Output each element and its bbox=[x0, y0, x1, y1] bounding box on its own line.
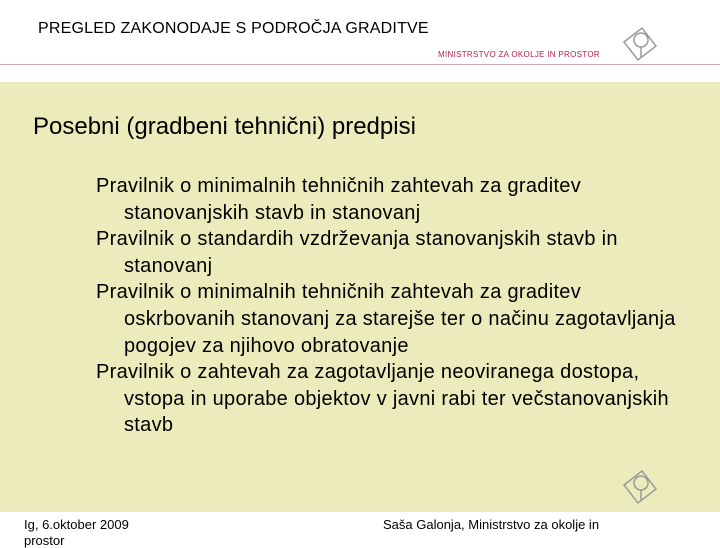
footer-date: Ig, 6.oktober 2009 bbox=[24, 517, 129, 532]
list-item: Pravilnik o standardih vzdrževanja stanovanjskih stavb in stanovanj bbox=[96, 228, 618, 277]
list-item: Pravilnik o minimalnih tehničnih zahtevah za graditev oskrbovanih stanovanj za starejše ter o načinu zagotavljanja pogojev za njihovo obratovanje bbox=[96, 281, 676, 357]
header-divider bbox=[0, 64, 720, 65]
tree-logo-icon bbox=[620, 465, 660, 511]
footer-author: Saša Galonja, Ministrstvo za okolje in bbox=[383, 517, 600, 532]
header-title: PREGLED ZAKONODAJE S PODROČJA GRADITVE bbox=[38, 20, 429, 37]
slide-title: Posebni (gradbeni tehnični) predpisi bbox=[33, 113, 416, 140]
regulations-list bbox=[96, 173, 696, 439]
footer-continuation: prostor bbox=[24, 533, 65, 548]
tree-logo-icon bbox=[620, 24, 660, 68]
list-item: Pravilnik o minimalnih tehničnih zahtevah za graditev stanovanjskih stavb in stanovanj bbox=[96, 175, 582, 224]
ministry-name: MINISTRSTVO ZA OKOLJE IN PROSTOR bbox=[438, 50, 600, 59]
list-item: Pravilnik o zahtevah za zagotavljanje neoviranega dostopa, vstopa in uporabe objektov v javni rabi ter večstanovanjskih stavb bbox=[96, 361, 669, 437]
